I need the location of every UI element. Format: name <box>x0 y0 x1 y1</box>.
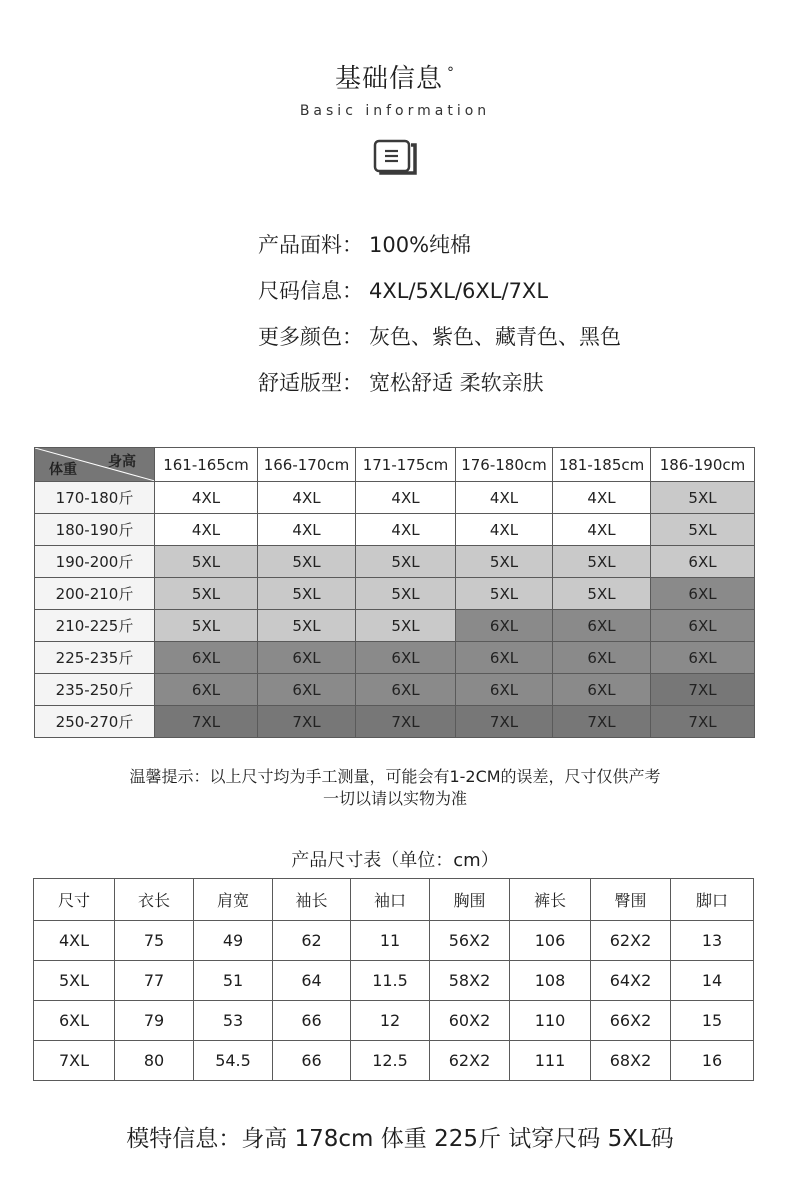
product-header-cell: 肩宽 <box>194 879 273 921</box>
weight-header-cell: 180-190斤 <box>35 514 155 546</box>
size-cell: 6XL <box>356 674 456 706</box>
product-header-cell: 尺寸 <box>34 879 115 921</box>
product-cell: 11 <box>351 921 430 961</box>
title-text: 基础信息 <box>334 64 443 94</box>
size-cell: 6XL <box>356 642 456 674</box>
size-cell: 4XL <box>155 482 258 514</box>
product-cell: 111 <box>510 1041 591 1081</box>
size-chart-row <box>35 578 755 610</box>
product-header-cell: 袖口 <box>351 879 430 921</box>
size-cell: 6XL <box>456 610 553 642</box>
product-cell: 12.5 <box>351 1041 430 1081</box>
product-cell: 11.5 <box>351 961 430 1001</box>
info-key: 尺码信息： <box>258 279 363 303</box>
size-cell: 6XL <box>651 642 755 674</box>
size-chart-row <box>35 610 755 642</box>
info-value: 4XL/5XL/6XL/7XL <box>369 279 549 303</box>
product-cell: 106 <box>510 921 591 961</box>
size-cell: 5XL <box>155 578 258 610</box>
size-cell: 5XL <box>356 610 456 642</box>
height-header-cell: 171-175cm <box>356 448 456 482</box>
product-header-cell: 臀围 <box>591 879 671 921</box>
size-cell: 5XL <box>356 546 456 578</box>
size-cell: 5XL <box>258 578 356 610</box>
product-cell: 51 <box>194 961 273 1001</box>
size-cell: 5XL <box>258 610 356 642</box>
height-header-cell: 186-190cm <box>651 448 755 482</box>
height-header-cell: 166-170cm <box>258 448 356 482</box>
weight-header-cell: 170-180斤 <box>35 482 155 514</box>
product-cell: 56X2 <box>430 921 510 961</box>
corner-height-label: 身高 <box>108 454 136 470</box>
size-cell: 4XL <box>356 482 456 514</box>
measurement-note <box>0 766 790 810</box>
product-header-cell: 脚口 <box>671 879 754 921</box>
size-cell: 4XL <box>258 482 356 514</box>
size-cell: 5XL <box>651 482 755 514</box>
weight-header-cell: 250-270斤 <box>35 706 155 738</box>
product-cell: 64X2 <box>591 961 671 1001</box>
product-row <box>34 961 754 1001</box>
document-icon <box>372 138 420 176</box>
product-cell: 14 <box>671 961 754 1001</box>
product-cell: 13 <box>671 921 754 961</box>
size-cell: 7XL <box>553 706 651 738</box>
size-chart-row <box>35 642 755 674</box>
product-cell: 75 <box>115 921 194 961</box>
product-cell: 80 <box>115 1041 194 1081</box>
height-header-cell: 176-180cm <box>456 448 553 482</box>
size-cell: 6XL <box>155 674 258 706</box>
product-cell: 58X2 <box>430 961 510 1001</box>
corner-weight-label: 体重 <box>49 462 77 478</box>
size-cell: 5XL <box>651 514 755 546</box>
product-cell: 62 <box>273 921 351 961</box>
corner-cell <box>35 448 155 482</box>
size-cell: 6XL <box>553 642 651 674</box>
size-cell: 6XL <box>155 642 258 674</box>
size-cell: 5XL <box>553 578 651 610</box>
product-size-table <box>33 878 754 1081</box>
product-cell: 6XL <box>34 1001 115 1041</box>
product-cell: 62X2 <box>591 921 671 961</box>
size-cell: 6XL <box>651 610 755 642</box>
product-header-cell: 裤长 <box>510 879 591 921</box>
size-cell: 7XL <box>155 706 258 738</box>
size-cell: 6XL <box>553 674 651 706</box>
size-cell: 4XL <box>356 514 456 546</box>
product-cell: 68X2 <box>591 1041 671 1081</box>
info-value: 100%纯棉 <box>369 233 472 257</box>
size-cell: 5XL <box>155 610 258 642</box>
size-chart-header-row <box>35 448 755 482</box>
weight-header-cell: 210-225斤 <box>35 610 155 642</box>
size-cell: 4XL <box>456 482 553 514</box>
size-cell: 5XL <box>456 546 553 578</box>
size-cell: 7XL <box>651 706 755 738</box>
size-cell: 6XL <box>651 578 755 610</box>
height-header-cell: 181-185cm <box>553 448 651 482</box>
product-cell: 49 <box>194 921 273 961</box>
product-cell: 66 <box>273 1001 351 1041</box>
info-row-fabric <box>258 230 621 276</box>
size-cell: 6XL <box>456 674 553 706</box>
info-row-colors <box>258 322 621 368</box>
product-header-cell: 衣长 <box>115 879 194 921</box>
product-cell: 7XL <box>34 1041 115 1081</box>
product-row <box>34 921 754 961</box>
product-cell: 66 <box>273 1041 351 1081</box>
size-cell: 5XL <box>155 546 258 578</box>
product-cell: 62X2 <box>430 1041 510 1081</box>
info-key: 舒适版型： <box>258 371 363 395</box>
size-recommendation-table <box>34 447 755 738</box>
size-chart-row <box>35 482 755 514</box>
product-cell: 15 <box>671 1001 754 1041</box>
size-cell: 7XL <box>651 674 755 706</box>
product-cell: 4XL <box>34 921 115 961</box>
size-cell: 5XL <box>553 546 651 578</box>
weight-header-cell: 225-235斤 <box>35 642 155 674</box>
product-cell: 53 <box>194 1001 273 1041</box>
size-cell: 6XL <box>651 546 755 578</box>
size-cell: 5XL <box>456 578 553 610</box>
size-cell: 4XL <box>553 482 651 514</box>
size-cell: 7XL <box>258 706 356 738</box>
size-cell: 7XL <box>456 706 553 738</box>
note-line-2: 一切以请以实物为准 <box>322 789 467 808</box>
size-cell: 6XL <box>456 642 553 674</box>
size-cell: 5XL <box>258 546 356 578</box>
product-cell: 110 <box>510 1001 591 1041</box>
size-chart-row <box>35 674 755 706</box>
size-cell: 4XL <box>155 514 258 546</box>
size-chart-row <box>35 514 755 546</box>
note-line-1: 温馨提示：以上尺寸均为手工测量，可能会有1-2CM的误差，尺寸仅供产考 <box>129 767 661 786</box>
product-info <box>258 230 621 414</box>
size-chart-row <box>35 546 755 578</box>
info-row-fit <box>258 368 621 414</box>
page-title <box>0 58 790 95</box>
page-subtitle: Basic information <box>299 103 491 119</box>
info-key: 产品面料： <box>258 233 363 257</box>
product-header-cell: 胸围 <box>430 879 510 921</box>
product-cell: 54.5 <box>194 1041 273 1081</box>
size-cell: 4XL <box>456 514 553 546</box>
size-cell: 5XL <box>356 578 456 610</box>
product-row <box>34 1001 754 1041</box>
model-info: 模特信息：身高 178cm 体重 225斤 试穿尺码 5XL码 <box>126 1126 674 1152</box>
product-cell: 5XL <box>34 961 115 1001</box>
weight-header-cell: 200-210斤 <box>35 578 155 610</box>
product-table-caption: 产品尺寸表（单位：cm） <box>291 850 499 871</box>
info-key: 更多颜色： <box>258 325 363 349</box>
weight-header-cell: 235-250斤 <box>35 674 155 706</box>
product-cell: 60X2 <box>430 1001 510 1041</box>
product-cell: 79 <box>115 1001 194 1041</box>
product-cell: 12 <box>351 1001 430 1041</box>
size-cell: 4XL <box>258 514 356 546</box>
product-cell: 66X2 <box>591 1001 671 1041</box>
info-row-sizes <box>258 276 621 322</box>
product-row <box>34 1041 754 1081</box>
size-cell: 6XL <box>258 674 356 706</box>
size-cell: 6XL <box>258 642 356 674</box>
size-cell: 6XL <box>553 610 651 642</box>
product-cell: 16 <box>671 1041 754 1081</box>
product-cell: 108 <box>510 961 591 1001</box>
info-value: 灰色、紫色、藏青色、黑色 <box>369 325 621 349</box>
product-header-row <box>34 879 754 921</box>
size-cell: 7XL <box>356 706 456 738</box>
title-mark: ° <box>447 65 455 81</box>
product-header-cell: 袖长 <box>273 879 351 921</box>
height-header-cell: 161-165cm <box>155 448 258 482</box>
weight-header-cell: 190-200斤 <box>35 546 155 578</box>
product-cell: 77 <box>115 961 194 1001</box>
size-chart-row <box>35 706 755 738</box>
product-cell: 64 <box>273 961 351 1001</box>
info-value: 宽松舒适 柔软亲肤 <box>369 371 544 395</box>
size-cell: 4XL <box>553 514 651 546</box>
